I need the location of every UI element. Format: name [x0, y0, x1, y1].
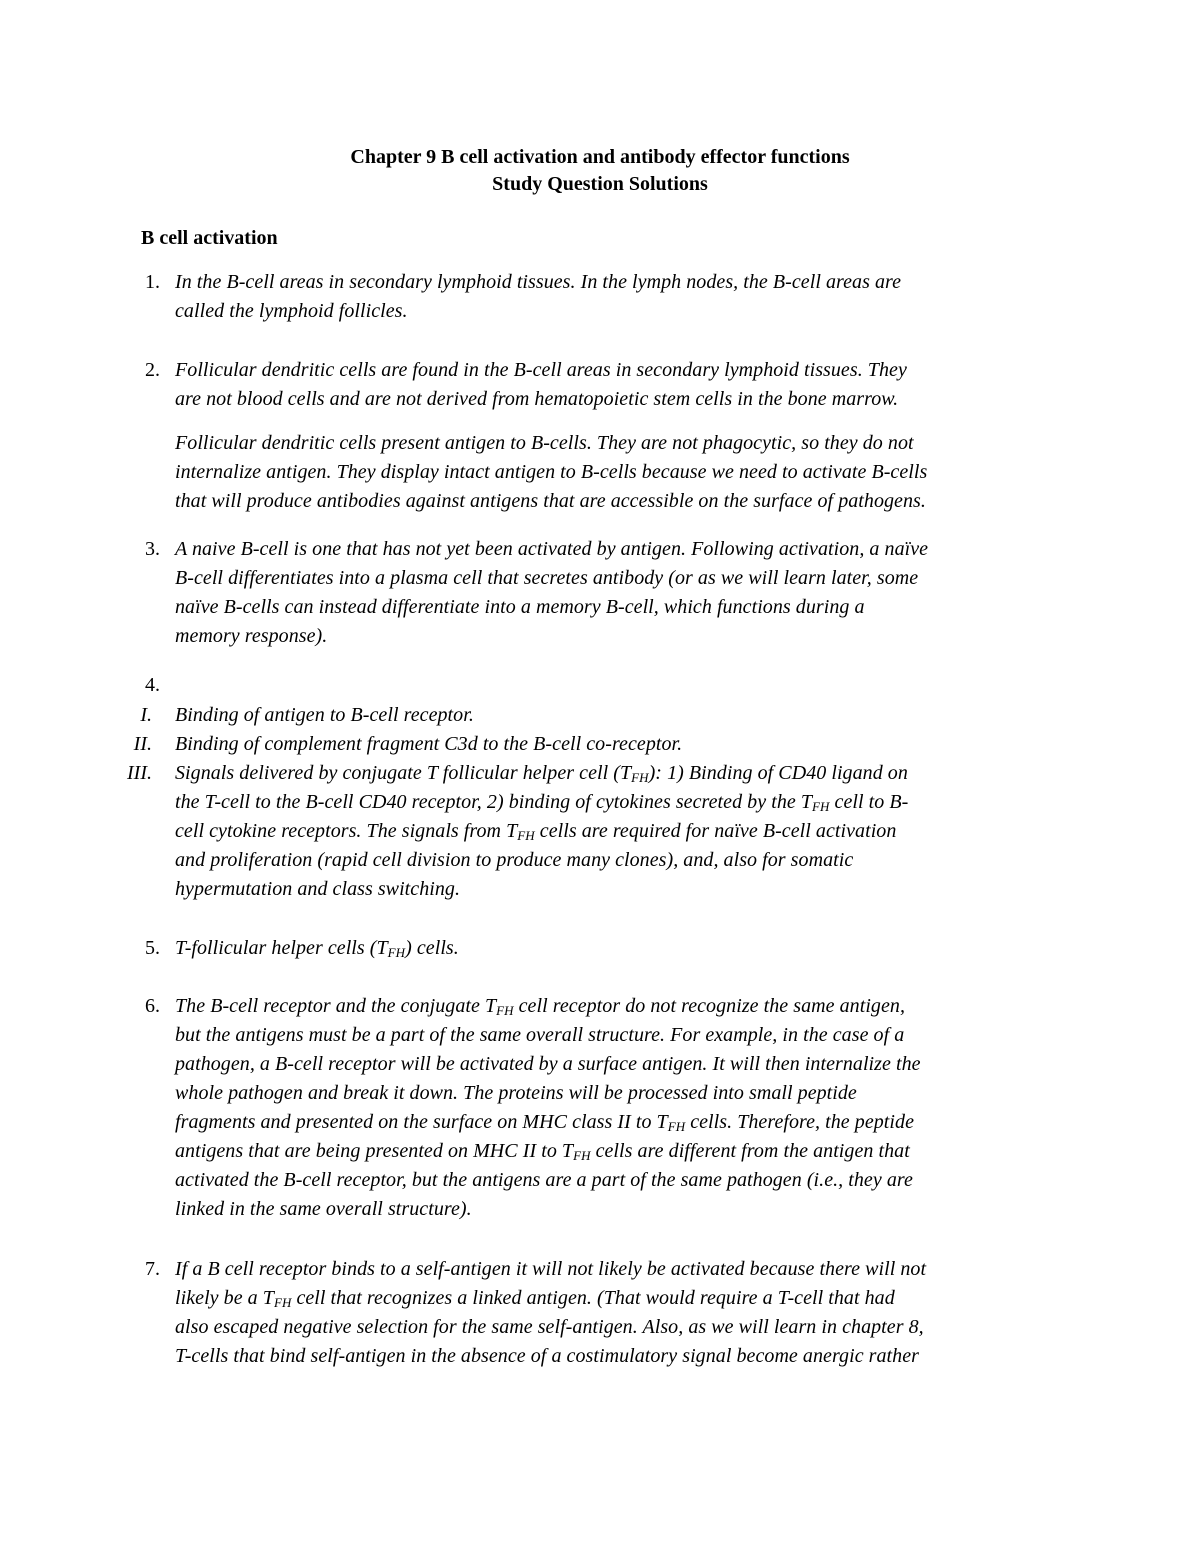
text-line: Binding of complement fragment C3d to the B-cell co-receptor.	[175, 733, 683, 755]
text-line: called the lymphoid follicles.	[175, 300, 408, 322]
answer-text	[175, 730, 1065, 759]
text-line: B-cell differentiates into a plasma cell that secretes antibody (or as we will learn later, some	[175, 567, 919, 589]
document-title: Chapter 9 B cell activation and antibody effector functions	[350, 146, 850, 168]
text-line: activated the B-cell receptor, but the antigens are a part of the same pathogen (i.e., they are	[175, 1169, 913, 1191]
answer-text	[175, 1255, 1065, 1371]
text-line: the T-cell to the B-cell CD40 receptor, 2) binding of cytokines secreted by the $T_{FH}$ cell to B-	[175, 791, 909, 814]
text-line: Binding of antigen to B-cell receptor.	[175, 704, 474, 726]
document-subtitle: Study Question Solutions	[492, 173, 708, 195]
answer-number: 7.	[145, 1258, 160, 1280]
answer-text	[175, 759, 1065, 904]
text-line: cell cytokine receptors. The signals from $T_{FH}$ cells are required for naïve B-cell activation	[175, 820, 897, 843]
text-line: fragments and presented on the surface on MHC class II to $T_{FH}$ cells. Therefore, the peptide	[175, 1111, 914, 1134]
text-line: In the B-cell areas in secondary lymphoid tissues. In the lymph nodes, the B-cell areas are	[175, 271, 902, 293]
text-line: also escaped negative selection for the same self-antigen. Also, as we will learn in chapter 8,	[175, 1316, 924, 1338]
answer-number: 3.	[145, 538, 160, 560]
roman-numeral: II.	[133, 733, 152, 755]
answer-text	[175, 934, 1065, 963]
text-line: antigens that are being presented on MHC II to $T_{FH}$ cells are different from the antigen that	[175, 1140, 910, 1163]
answer-number: 4.	[145, 674, 160, 696]
answer-number: 1.	[145, 271, 160, 293]
text-line: pathogen, a B-cell receptor will be activated by a surface antigen. It will then internalize the	[175, 1053, 921, 1075]
text-line: A naive B-cell is one that has not yet been activated by antigen. Following activation, a naïve	[175, 538, 929, 560]
text-line: If a B cell receptor binds to a self-antigen it will not likely be activated because there will not	[175, 1258, 927, 1280]
answer-text	[175, 701, 1065, 730]
answer-text	[175, 356, 1065, 414]
answer-text	[175, 429, 1065, 516]
text-line: Signals delivered by conjugate T follicular helper cell $(T_{FH})$: 1) Binding of CD40 ligand on	[175, 762, 908, 785]
text-line: Follicular dendritic cells are found in the B-cell areas in secondary lymphoid tissues. They	[175, 359, 907, 381]
text-line: likely be a $T_{FH}$ cell that recognizes a linked antigen. (That would require a T-cell that had	[175, 1287, 895, 1310]
text-line: that will produce antibodies against antigens that are accessible on the surface of pathogens.	[175, 490, 926, 512]
answer-text	[175, 268, 1065, 326]
answer-text	[175, 535, 1065, 651]
answer-number: 2.	[145, 359, 160, 381]
text-line: linked in the same overall structure).	[175, 1198, 472, 1220]
section-heading: B cell activation	[141, 227, 278, 249]
text-line: memory response).	[175, 625, 328, 647]
text-line: T-follicular helper cells $(T_{FH})$ cells.	[175, 937, 459, 960]
text-line: naïve B-cells can instead differentiate into a memory B-cell, which functions during a	[175, 596, 865, 618]
text-line: hypermutation and class switching.	[175, 878, 461, 900]
roman-numeral: I.	[140, 704, 152, 726]
answer-number: 5.	[145, 937, 160, 959]
text-line: Follicular dendritic cells present antigen to B-cells. They are not phagocytic, so they do not	[175, 432, 914, 454]
text-line: internalize antigen. They display intact antigen to B-cells because we need to activate B-cells	[175, 461, 928, 483]
answer-text	[175, 992, 1065, 1224]
text-line: T-cells that bind self-antigen in the absence of a costimulatory signal become anergic rather	[175, 1345, 919, 1367]
text-line: and proliferation (rapid cell division to produce many clones), and, also for somatic	[175, 849, 854, 871]
text-line: but the antigens must be a part of the same overall structure. For example, in the case of a	[175, 1024, 905, 1046]
text-line: are not blood cells and are not derived from hematopoietic stem cells in the bone marrow.	[175, 388, 899, 410]
roman-numeral: III.	[127, 762, 152, 784]
text-line: whole pathogen and break it down. The proteins will be processed into small peptide	[175, 1082, 857, 1104]
text-line: The B-cell receptor and the conjugate $T_{FH}$ cell receptor do not recognize the same antigen,	[175, 995, 906, 1018]
answer-number: 6.	[145, 995, 160, 1017]
